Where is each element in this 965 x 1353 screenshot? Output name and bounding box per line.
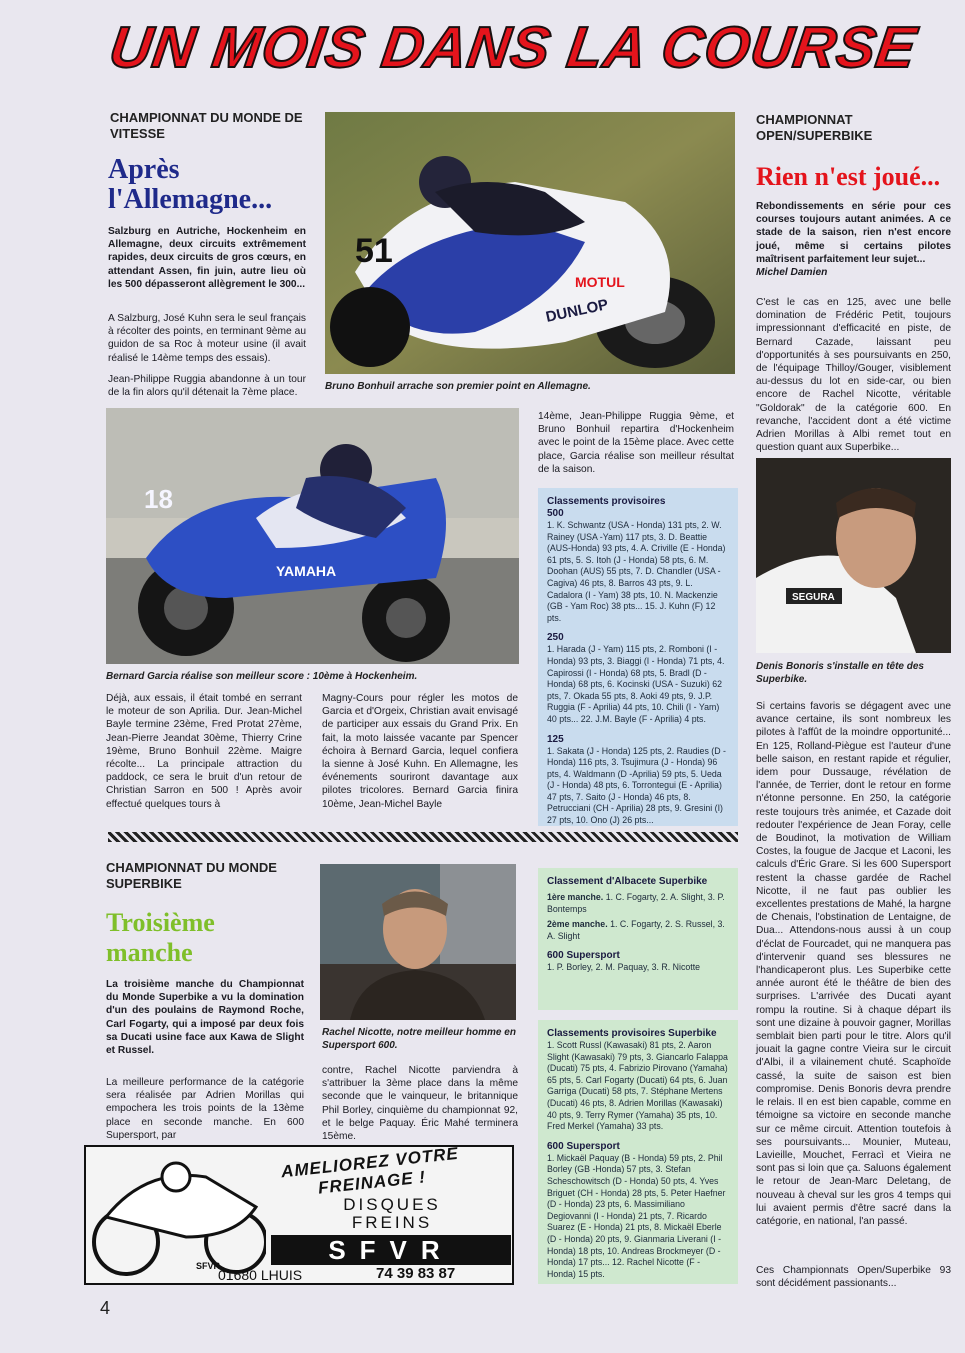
- box-prov-sbk-text: 1. Scott Russl (Kawasaki) 81 pts, 2. Aaron Slight (Kawasaki) 79 pts, 3. Giancarlo Falappa (Ducati) 75 pts, 4. Fabrizio Pirovano (Yamaha) 65 pts, 5. Carl Fogarty (Ducati) 64 pts, 6. Juan Garriga (Ducati) 58 pts, 7. Stéphane Mertens (Ducati) 46 pts, 8. Adrien Morillas (Kawasaki) 40 pts, 9. Terry Rymer (Yamaha) 35 pts, 10. Fred Merkel (Yamaha) 33 pts.: [547, 1040, 728, 1132]
- box-500-cat3: 125: [547, 733, 564, 745]
- checkered-divider: [108, 832, 738, 842]
- photo-bonhuil: [325, 112, 735, 374]
- sponsor-dunlop: DUNLOP: [544, 296, 610, 326]
- headline-troisieme-manche: Troisième manche: [106, 908, 215, 967]
- section-kicker-open: CHAMPIONNAT OPEN/SUPERBIKE: [756, 112, 873, 143]
- box-albacete-m1: 1ère manche. 1. C. Fogarty, 2. A. Slight, 3. P. Bontemps: [547, 892, 725, 914]
- box-500-cat1-text: 1. K. Schwantz (USA - Honda) 131 pts, 2. W. Rainey (USA -Yam) 117 pts, 3. D. Beattie (AUS-Honda) 93 pts, 4. A. Criville (E - Honda) 61 pts, 5. S. Itoh (J - Honda) 58 pts, 6. M. Doohan (AUS) 55 pts, 7. D. Chandler (USA - Cagiva) 46 pts, 8. Barros 43 pts, 9. L. Cadalora (I - Yam) 38 pts, 10. N. Mackenzie (GB - Yam Roc) 38 pts... 15. J. Kuhn (F) 12 pts.: [547, 520, 726, 623]
- left-body: [108, 312, 306, 407]
- left-para-2: Jean-Philippe Ruggia abandonne à un tour de la fin alors qu'il détenait la 7ème place.: [108, 373, 306, 399]
- left-col-b: Magny-Cours pour régler les motos de Garcia et d'Orgeix, Christian avait envisagé de participer aux essais du Grand Prix. En fait, la moto laissée vacante par Spencer échoira à Bernard Garcia, lequel confiera la sienne à José Kuhn. En Allemagne, les événements souriront davantage aux pilotes tricolores. Bernard Garcia finira 10ème, Jean-Michel Bayle: [322, 693, 518, 810]
- box-500-cat2-text: 1. Harada (J - Yam) 115 pts, 2. Romboni (I - Honda) 93 pts, 3. Biaggi (I - Honda) 71 pts, 4. Capirossi (I - Honda) 68 pts, 5. Bradl (D - Honda) 68 pts, 6. Kocinski (USA - Suzuki) 62 pts, 7. Okada 55 pts, 8. Aoki 49 pts, 9. J.P. Ruggia (F - Aprilia) 44 pts, 10. Chili (I - Yam) 40 pts... 22. J.M. Bayle (F - Aprilia) 4 pts.: [547, 644, 725, 724]
- left-col-a: Déjà, aux essais, il était tombé en serrant le moteur de son Aprilia. Dur. Jean-Michel Bayle termine 23ème, Fred Protat 27ème, Jean-Pierre Jeandat 30ème, Thierry Crine 19ème, Bruno Bonhuil 22ème. Maigre récolte... La principale attraction du paddock, ce sera le bruit d'un retour de Christian Sarron en 500 ! Après avoir effectué quelques tours à: [106, 693, 302, 810]
- box-500-cat2: 250: [547, 632, 564, 644]
- caption-bonoris: Denis Bonoris s'installe en tête des Superbike.: [756, 661, 924, 685]
- superbike-para-2: contre, Rachel Nicotte parviendra à s'attribuer la 3ème place dans la même seconde que le vainqueur, le britannique Phil Borley, cinquième du championnat 92, et le belge Paquay. Éric Mahé terminera 15ème.: [322, 1065, 518, 1143]
- bike1-number: 51: [355, 232, 393, 270]
- box-500-title: Classements provisoires: [547, 496, 666, 507]
- right-para-2: Si certains favoris se dégagent avec une avance certaine, ils sont nombreux les pilotes à l'affût de la moindre opportunité... En 125, Rolland-Piègue est l'auteur d'une belle saison, en restant rapide et régulier, idem pour Dussauge, révélation de l'année, de Terrier, dont le retour en forme n'étonne personne. En 250, la catégorie reste toujours très animée, et Cazade doit redouter l'expérience de Jean Foray, celle de Boudinot, la motivation de William Costes, la fougue de Jacque et Laconi, les calculs d'Éric Grare. Si les 600 Supersport restent la chasse gardée de Rachel Nicotte, il ne faut pas oublier les excellentes prestations de Mahé, la hargne de Chenais, l'obstination de Lentaigne, de Dua... Attendons-nous aussi à un coup d'éclat de Fourcadet, qui ne manquera pas d'intervenir quand ses blessures ne l'handicaperont plus. Les Superbike cette année auront été le théâtre de bien des surprises. L'arrivée des Ducati ayant rompu la routine. Si à chaque départ ils sont une dizaine à pouvoir gagner, Morillas semblait bien parti pour le titre. Alors qu'il jouait la gagne contre Vieira sur le circuit d'Albi, il a vilainement chuté. Scaphoïde cassé, la suite de saison est bien compromise. Denis Bonoris devra prendre le relais. Il en est bien capable, comme en témoigne sa victoire en seconde manche sur ce même circuit. Attention toutefois à ses poursuivants... Mounier, Muteau, Lavieille, Mouchet, Ferracì et Vieira ne sont pas si loin que ça. Saluons également le retour de Jean-Marc Deletang, de nouveau à cheval sur les gros 4 temps qui lui avaient permis d'être sacré dans la catégorie, en national, l'an passé.: [756, 701, 951, 1227]
- box-500-cat1: 500: [547, 508, 564, 519]
- photo-garcia: [106, 408, 519, 664]
- superbike-para-1: La meilleure performance de la catégorie sera réalisée par Adrien Morillas qui empochera les trois points de la 13ème place en seconde manche. En 600 Supersport, par: [106, 1077, 304, 1141]
- bike2-number: 18: [144, 484, 173, 514]
- right-author: Michel Damien: [756, 267, 828, 279]
- masthead: [105, 14, 955, 82]
- sponsor-motul: MOTUL: [575, 274, 625, 290]
- left-para-1: A Salzburg, José Kuhn sera le seul français à récolter des points, en terminant 9ème au guidon de sa Roc à moteur usine (il avait réalisé le 14ème temps des essais).: [108, 313, 306, 364]
- right-para-3: Ces Championnats Open/Superbike 93 sont décidément passionants...: [756, 1265, 951, 1290]
- masthead-title: UN MOIS DANS LA COURSE: [105, 15, 921, 80]
- left-continuation: 14ème, Jean-Philippe Ruggia 9ème, et Bruno Bonhuil repartira d'Hockenheim avec le point de la 15ème place. Avec cette place, Garcia réalise son meilleur résultat de la saison.: [538, 411, 734, 475]
- box-albacete-ss-text: 1. P. Borley, 2. M. Paquay, 3. R. Nicotte: [547, 962, 701, 973]
- box-classements-500: [538, 488, 738, 826]
- photo-bonoris: [756, 458, 951, 653]
- box-provisoires-superbike: [538, 1020, 738, 1284]
- box-albacete-ss-title: 600 Supersport: [547, 950, 620, 962]
- caption-garcia: Bernard Garcia réalise son meilleur score : 10ème à Hockenheim.: [106, 671, 418, 682]
- box-albacete-m2: 2ème manche. 1. C. Fogarty, 2. S. Russel, 3. A. Slight: [547, 919, 725, 941]
- right-lead-text: Rebondissements en série pour ces courses toujours autant animées. A ce stade de la saison, rien n'est encore joué, même si certains pilotes maîtrisent parfaitement leur sujet...: [756, 201, 951, 265]
- ad-bike-tag: SFVR: [196, 1261, 221, 1271]
- box-prov-ss-title: 600 Supersport: [547, 1140, 620, 1152]
- ad-slogan: AMELIOREZ VOTRE FREINAGE !: [280, 1143, 460, 1198]
- ad-line1: DISQUES: [343, 1195, 441, 1214]
- ad-sfvr: [84, 1145, 514, 1285]
- box-prov-title: Classements provisoires Superbike: [547, 1028, 717, 1039]
- section-kicker-vitesse: CHAMPIONNAT DU MONDE DE VITESSE: [110, 110, 303, 141]
- right-para-1: C'est le cas en 125, avec une belle domination de Frédéric Petit, toujours impressionnant d'efficacité en piste, de Bernard Cazade, laissant peu d'opportunités à ses poursuivants en 250, de l'équipage Thilloy/Gouger, visiblement au-dessus du lot en side-car, ou bien encore de Rachel Nicotte, véritable "Goldorak" de la catégorie 600. En revanche, l'accident dont a été victime Adrien Morillas à Albi remet tout en question quant aux Superbike...: [756, 297, 951, 454]
- headline-apres-allemagne: Après l'Allemagne...: [108, 154, 273, 215]
- lead-troisieme-manche: La troisième manche du Championnat du Monde Superbike a vu la domination d'un des poulains de Raymond Roche, Carl Fogarty, qui a imposé par deux fois sa Ducati usine face aux Kawa de Slight et Russel.: [106, 979, 304, 1057]
- box-prov-ss-text: 1. Mickaël Paquay (B - Honda) 59 pts, 2. Phil Borley (GB -Honda) 57 pts, 3. Stefan Scheschowitsch (D - Honda) 50 pts, 4. Yves Briguet (CH - Honda) 28 pts, 5. Peter Haefner (D - Honda) 23 pts, 6. Massimiliano Degiovanni (I - Honda) 21 pts, 7. Ricardo Suarez (E - Honda) 21 pts, 8. Mickaël Eberle (D - Honda) 20 pts, 9. Gianmaria Liverani (I - Honda) 18 pts, 10. Andreas Brockmeyer (D - Honda) 17 pts... 12. Rachel Nicotte (F - Honda) 15 pts.: [547, 1152, 726, 1279]
- helmet-label: SEGURA: [792, 592, 835, 603]
- lead-apres-allemagne: Salzburg en Autriche, Hockenheim en Allemagne, deux circuits extrêmement rapides, deux circuits de gros cœurs, en attendant Assen, fin juin, autre lieu où les 500 dépasseront allègrement le 300...: [108, 226, 306, 290]
- ad-line2: FREINS: [351, 1213, 433, 1232]
- page-number: 4: [100, 1298, 111, 1318]
- section-kicker-superbike: CHAMPIONNAT DU MONDE SUPERBIKE: [106, 860, 277, 891]
- ad-address: 01680 LHUIS: [218, 1267, 303, 1283]
- headline-rien-nest-joue: Rien n'est joué...: [756, 162, 941, 191]
- ad-brand: SFVR: [271, 1235, 511, 1265]
- photo-nicotte: [320, 864, 516, 1020]
- box-albacete: [538, 868, 738, 1010]
- ad-phone: 74 39 83 87: [376, 1265, 456, 1282]
- box-albacete-title: Classement d'Albacete Superbike: [547, 876, 708, 887]
- caption-nicotte: Rachel Nicotte, notre meilleur homme en Supersport 600.: [322, 1027, 516, 1051]
- bike2-brand: YAMAHA: [276, 563, 337, 579]
- box-500-cat3-text: 1. Sakata (J - Honda) 125 pts, 2. Raudies (D - Honda) 116 pts, 3. Tsujimura (J - Honda) 96 pts, 4. Waldmann (D -Aprilia) 59 pts, 5. Ueda (J - Honda) 48 pts, 6. Torrontegui (E - Aprilia) 47 pts, 7. Saito (J - Honda) 46 pts, 8. Petrucciani (CH - Aprilia) 28 pts, 9. Gresini (I) 27 pts, 10. Ono (J) 26 pts...: [547, 745, 726, 826]
- caption-bonhuil: Bruno Bonhuil arrache son premier point en Allemagne.: [325, 381, 591, 392]
- lead-rien-nest-joue: [756, 200, 951, 279]
